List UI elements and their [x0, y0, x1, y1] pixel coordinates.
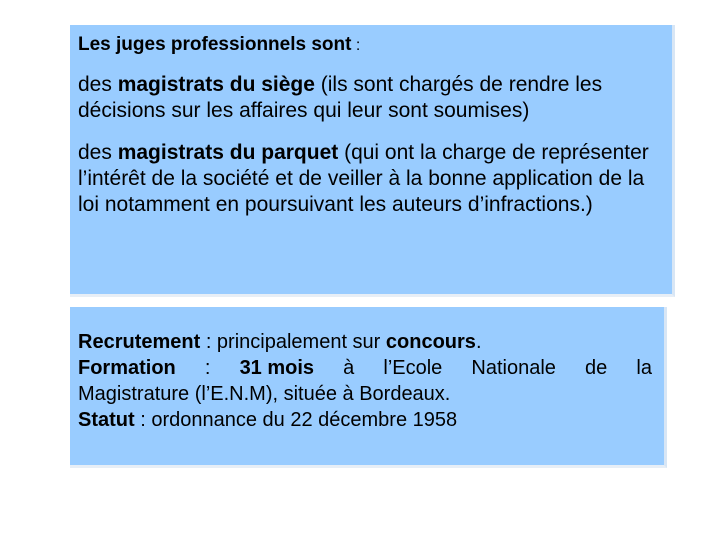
recrutement-mid: : principalement sur: [200, 331, 386, 353]
recrutement-line: [78, 329, 652, 355]
siege-description: (ils sont chargés de rendre les décisions sur les affaires qui leur sont soumises): [78, 73, 603, 122]
statut-text: : ordonnance du 22 décembre 1958: [134, 409, 458, 431]
formation-label: Formation: [78, 357, 176, 379]
statut-line: [78, 407, 652, 433]
formation-line-2: Magistrature (l’E.N.M), située à Bordeaux.: [78, 383, 451, 405]
formation-word-1: à: [343, 357, 355, 379]
heading-text: Les juges professionnels sont: [78, 34, 352, 55]
formation-line: [78, 355, 652, 381]
formation-word-4: de: [585, 357, 608, 379]
heading-colon: :: [351, 37, 361, 54]
parquet-description: (qui ont la charge de représenter l’intérêt de la société et de veiller à la bonne application de la loi notamment en poursuivant les auteurs d’infractions.): [78, 141, 649, 216]
formation-word-5: la: [636, 357, 652, 379]
recrutement-label: Recrutement: [78, 331, 201, 353]
recrutement-end: .: [475, 331, 482, 353]
siege-prefix: des: [78, 73, 118, 96]
formation-duration: 31 mois: [239, 357, 315, 379]
panel-heading: [78, 33, 662, 58]
siege-term: magistrats du siège: [117, 73, 315, 96]
parquet-term: magistrats du parquet: [117, 141, 339, 164]
recrutement-term: concours: [385, 331, 476, 353]
parquet-paragraph: [78, 140, 662, 218]
judges-definition-panel: [70, 25, 675, 297]
siege-paragraph: [78, 72, 662, 124]
statut-label: Statut: [78, 409, 135, 431]
formation-word-2: l’Ecole: [383, 357, 443, 379]
formation-word-3: Nationale: [471, 357, 556, 379]
parquet-prefix: des: [78, 141, 118, 164]
formation-colon: :: [204, 357, 211, 379]
career-info-panel: [70, 307, 667, 468]
